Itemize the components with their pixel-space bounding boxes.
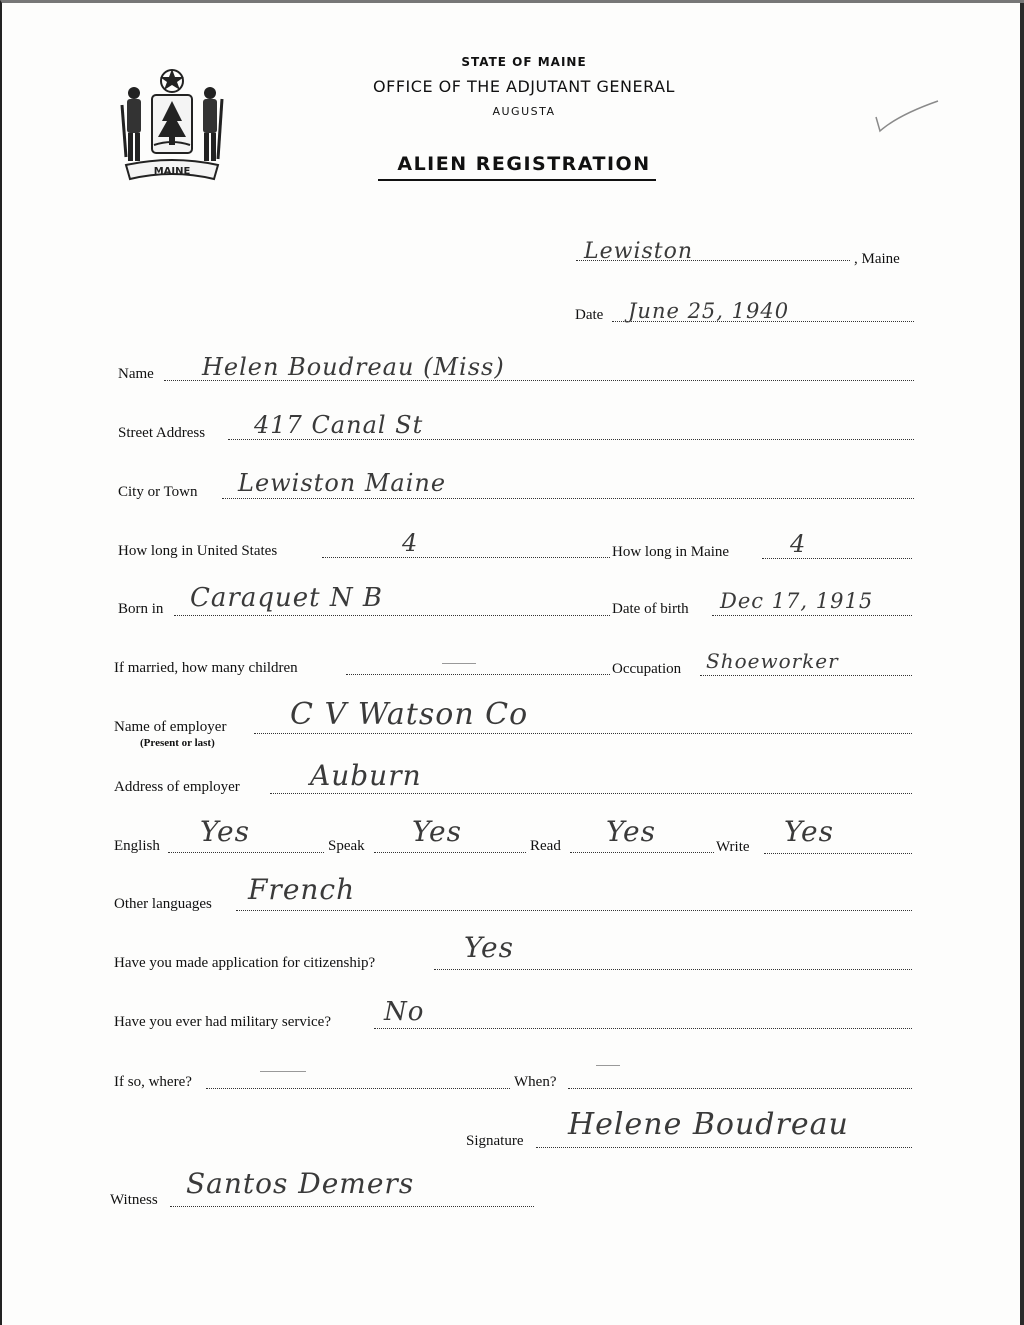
signature-line (536, 1147, 912, 1148)
place-state-label: , Maine (854, 251, 900, 267)
married-children-label: If married, how many children (114, 660, 298, 676)
write-line (764, 853, 912, 854)
date-of-birth-line (712, 615, 912, 616)
scan-edge (1020, 3, 1024, 1325)
employer-name-note: (Present or last) (140, 737, 215, 749)
english-line (168, 852, 324, 853)
military-label: Have you ever had military service? (114, 1014, 331, 1030)
signature-entry: Helene Boudreau (568, 1107, 849, 1142)
street-address-label: Street Address (118, 425, 206, 441)
city-or-town-label: City or Town (118, 484, 198, 500)
other-languages-entry: French (248, 873, 356, 906)
place-entry: Lewiston (584, 239, 694, 264)
street-address-line (228, 439, 914, 440)
english-label: English (114, 838, 160, 854)
other-languages-label: Other languages (114, 896, 212, 912)
form-title: ALIEN REGISTRATION (397, 153, 651, 175)
when-dash (596, 1065, 620, 1066)
when-line (568, 1088, 912, 1089)
employer-name-entry: C V Watson Co (290, 697, 529, 732)
employer-name-line (254, 733, 912, 734)
where-label: If so, where? (114, 1074, 192, 1090)
date-entry: June 25, 1940 (628, 299, 790, 323)
read-line (570, 852, 714, 853)
date-label: Date (575, 307, 604, 323)
when-label: When? (514, 1074, 557, 1090)
english-entry: Yes (200, 815, 250, 848)
born-in-label: Born in (118, 601, 164, 617)
name-entry: Helen Boudreau (Miss) (202, 353, 505, 381)
street-address-entry: 417 Canal St (254, 411, 424, 439)
read-label: Read (530, 838, 561, 854)
military-entry: No (384, 997, 425, 1027)
military-line (374, 1028, 912, 1029)
citizenship-label: Have you made application for citizenship? (114, 955, 376, 971)
born-in-entry: Caraquet N B (190, 583, 383, 613)
how-long-maine-line (762, 558, 912, 559)
employer-name-label: Name of employer (114, 719, 227, 735)
witness-entry: Santos Demers (186, 1167, 415, 1200)
title-underline (378, 179, 656, 181)
witness-label: Witness (110, 1192, 158, 1208)
name-label: Name (118, 366, 154, 382)
how-long-maine-entry: 4 (790, 530, 807, 558)
office-heading: OFFICE OF THE ADJUTANT GENERAL (373, 77, 675, 96)
occupation-entry: Shoeworker (706, 649, 839, 673)
checkmark-icon (868, 95, 948, 145)
other-languages-line (236, 910, 912, 911)
speak-line (374, 852, 526, 853)
seal-banner-text: MAINE (153, 166, 191, 177)
city-or-town-entry: Lewiston Maine (238, 469, 447, 497)
date-of-birth-entry: Dec 17, 1915 (720, 589, 874, 613)
employer-address-label: Address of employer (114, 779, 240, 795)
where-line (206, 1088, 510, 1089)
state-heading: STATE OF MAINE (461, 55, 587, 69)
married-children-line (346, 674, 610, 675)
speak-entry: Yes (412, 815, 462, 848)
citizenship-line (434, 969, 912, 970)
signature-label: Signature (466, 1133, 524, 1149)
write-entry: Yes (784, 815, 834, 848)
citizenship-entry: Yes (464, 931, 514, 964)
employer-address-entry: Auburn (310, 759, 422, 792)
city-or-town-line (222, 498, 914, 499)
speak-label: Speak (328, 838, 365, 854)
city-heading: AUGUSTA (492, 105, 556, 118)
how-long-us-entry: 4 (402, 529, 419, 557)
date-of-birth-label: Date of birth (612, 601, 689, 617)
born-in-line (174, 615, 610, 616)
occupation-line (700, 675, 912, 676)
how-long-us-line (322, 557, 610, 558)
how-long-maine-label: How long in Maine (612, 544, 730, 560)
write-label: Write (716, 839, 750, 855)
where-dash (260, 1071, 306, 1072)
read-entry: Yes (606, 815, 656, 848)
how-long-us-label: How long in United States (118, 543, 278, 559)
occupation-label: Occupation (612, 661, 682, 677)
married-children-dash (442, 663, 476, 664)
witness-line (170, 1206, 534, 1207)
employer-address-line (270, 793, 912, 794)
